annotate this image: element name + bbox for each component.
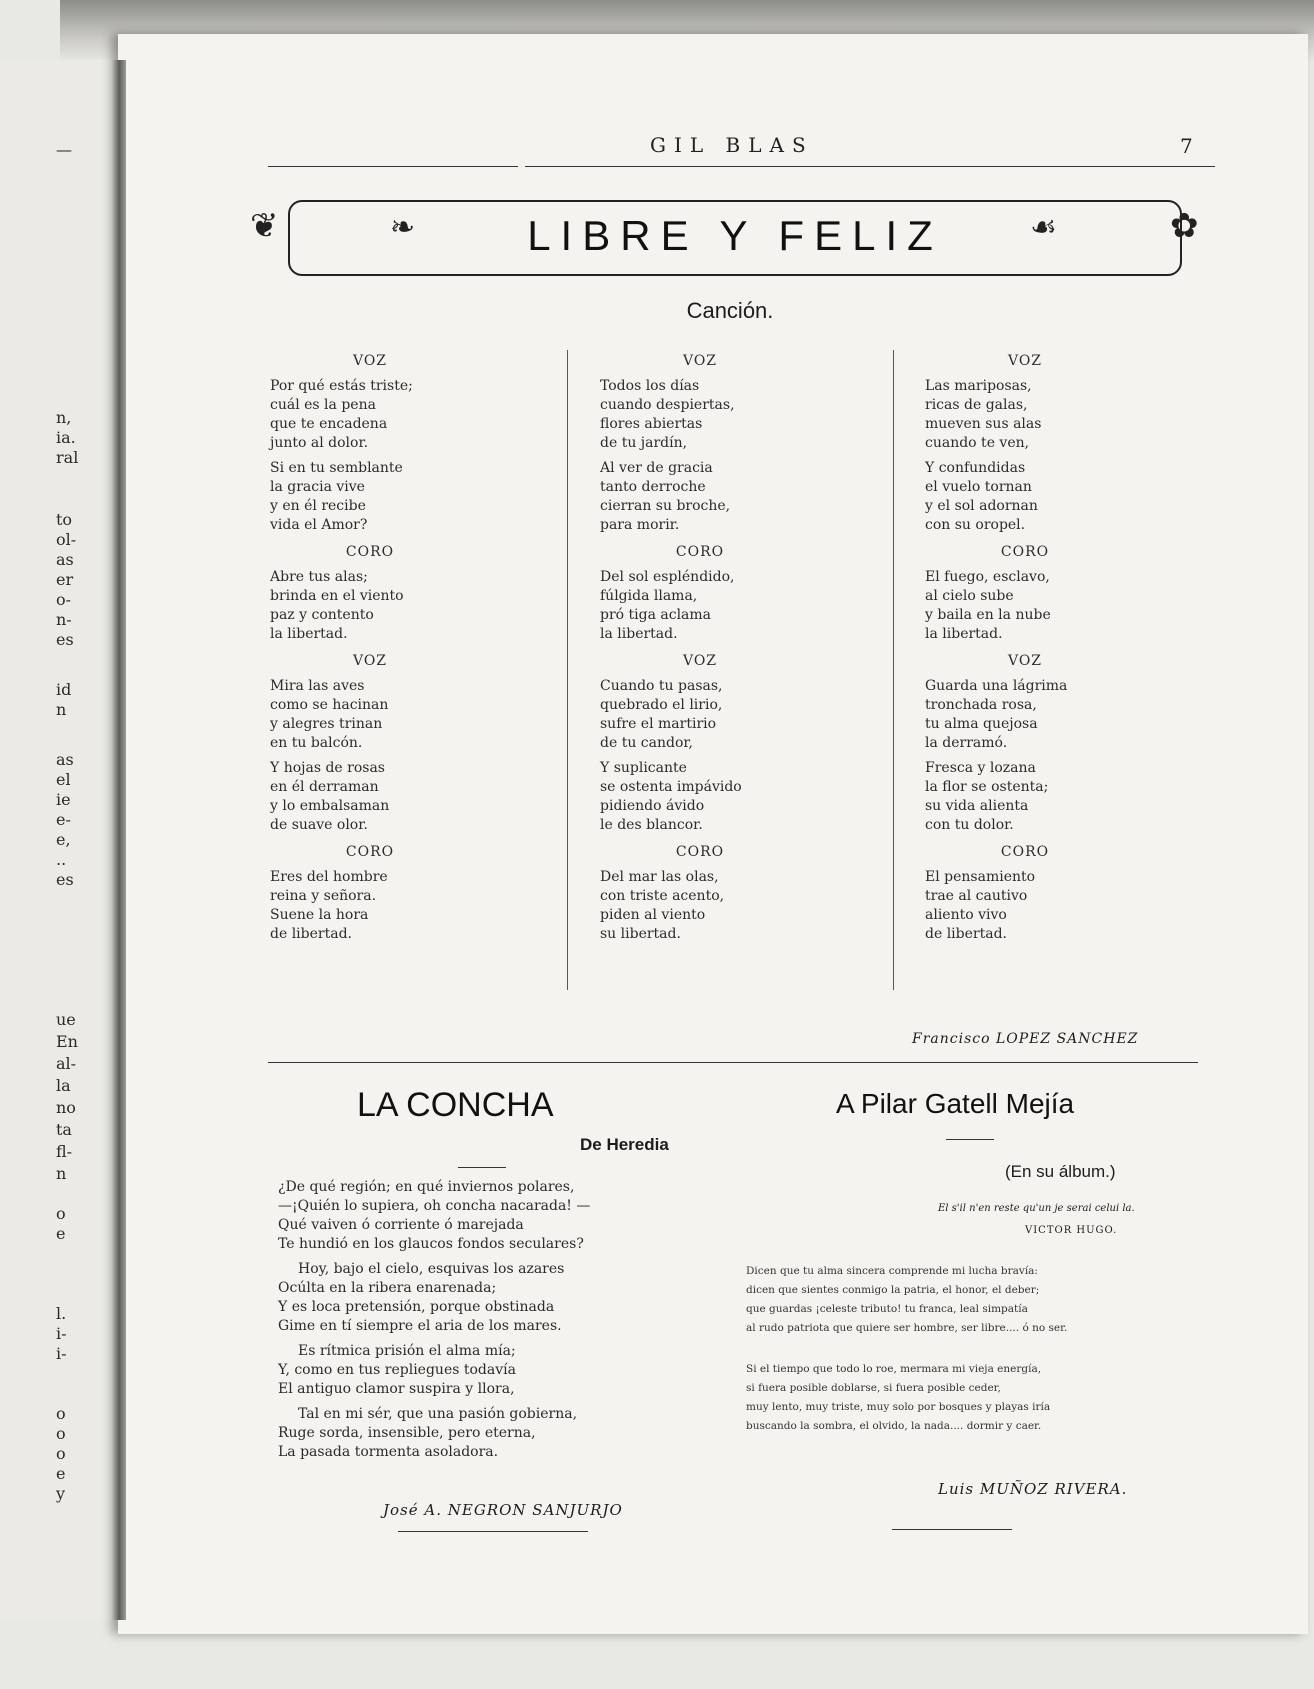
verse-line: pidiendo ávido bbox=[600, 798, 705, 814]
verse-line: La pasada tormenta asoladora. bbox=[278, 1444, 499, 1460]
pilar-epigraph-author: VICTOR HUGO. bbox=[1025, 1225, 1118, 1236]
facing-page-fragment: e bbox=[56, 1224, 66, 1243]
verse-line: su libertad. bbox=[600, 926, 681, 942]
verse-line: Ocúlta en la ribera enarenada; bbox=[278, 1280, 497, 1296]
verse-line: Abre tus alas; bbox=[270, 569, 368, 585]
verse-line: tu alma quejosa bbox=[925, 716, 1038, 732]
verse-line: con triste acento, bbox=[600, 888, 725, 904]
facing-page-fragment: id bbox=[56, 680, 72, 699]
verse-line: Si el tiempo que todo lo roe, mermara mi vieja energía, bbox=[746, 1363, 1042, 1375]
verse-line: y alegres trinan bbox=[270, 716, 383, 732]
song-stanza bbox=[925, 459, 1125, 535]
song-stanza bbox=[600, 459, 800, 535]
verse-line: con su oropel. bbox=[925, 517, 1026, 533]
verse-line: vida el Amor? bbox=[270, 517, 368, 533]
verse-line: Fresca y lozana bbox=[925, 760, 1036, 776]
facing-page-fragment: to bbox=[56, 510, 73, 529]
verse-line: si fuera posible doblarse, si fuera posible ceder, bbox=[746, 1382, 1001, 1394]
verse-line: Eres del hombre bbox=[270, 869, 388, 885]
facing-page-fragment: o bbox=[56, 1404, 66, 1423]
verse-line: se ostenta impávido bbox=[600, 779, 742, 795]
verse-line: el vuelo tornan bbox=[925, 479, 1032, 495]
song-stanza bbox=[600, 377, 800, 453]
verse-line: aliento vivo bbox=[925, 907, 1007, 923]
song-block-label: CORO bbox=[345, 844, 395, 860]
verse-line: Te hundió en los glaucos fondos seculares? bbox=[278, 1236, 584, 1252]
verse-line: al cielo sube bbox=[925, 588, 1014, 604]
verse-line: quebrado el lirio, bbox=[600, 697, 723, 713]
verse-line: de suave olor. bbox=[270, 817, 368, 833]
verse-line: junto al dolor. bbox=[270, 435, 369, 451]
song-column-1 bbox=[270, 344, 470, 950]
facing-page-fragment: as bbox=[56, 550, 74, 569]
verse-line: en él derraman bbox=[270, 779, 379, 795]
facing-page-fragment: i- bbox=[56, 1344, 67, 1363]
facing-page-fragment: er bbox=[56, 570, 74, 589]
facing-page-fragment: n- bbox=[56, 610, 72, 629]
verse-line: cuál es la pena bbox=[270, 397, 376, 413]
facing-page-fragment: y bbox=[56, 1484, 66, 1503]
song-column-3 bbox=[925, 344, 1125, 950]
song-column-2 bbox=[600, 344, 800, 950]
facing-page-fragment: o bbox=[56, 1444, 66, 1463]
song-block-label: VOZ bbox=[1007, 353, 1043, 369]
facing-page-fragment: En bbox=[56, 1032, 78, 1051]
verse-line: para morir. bbox=[600, 517, 680, 533]
facing-page-fragment: o bbox=[56, 1424, 66, 1443]
banner-title: LIBRE Y FELIZ bbox=[527, 212, 943, 259]
flourish-left-icon: ❦ bbox=[250, 206, 279, 246]
verse-line: la flor se ostenta; bbox=[925, 779, 1049, 795]
song-stanza bbox=[270, 868, 470, 944]
verse-line: Mira las aves bbox=[270, 678, 365, 694]
verse-line: la derramó. bbox=[925, 735, 1008, 751]
verse-line: Dicen que tu alma sincera comprende mi lucha bravía: bbox=[746, 1265, 1038, 1277]
facing-page-fragment: ie bbox=[56, 790, 71, 809]
head-rule-right bbox=[525, 166, 1215, 167]
verse-line: ¿De qué región; en qué inviernos polares, bbox=[278, 1179, 575, 1195]
song-block-label: CORO bbox=[345, 544, 395, 560]
facing-page-fragment: .. bbox=[56, 850, 67, 869]
verse-line: cierran su broche, bbox=[600, 498, 731, 514]
song-block-label: VOZ bbox=[682, 653, 718, 669]
facing-page-fragment: el bbox=[56, 770, 71, 789]
facing-page-fragment: — bbox=[56, 140, 72, 159]
song-stanza bbox=[600, 677, 800, 753]
book-gutter bbox=[112, 60, 126, 1620]
song-stanza bbox=[600, 868, 800, 944]
facing-page-fragment: ta bbox=[56, 1120, 72, 1139]
verse-line: El antiguo clamor suspira y llora, bbox=[278, 1381, 515, 1397]
verse-line: Al ver de gracia bbox=[600, 460, 713, 476]
facing-page-fragment: ia. bbox=[56, 428, 76, 447]
verse-line: Hoy, bajo el cielo, esquivas los azares bbox=[298, 1261, 565, 1277]
verse-line: Y, como en tus repliegues todavía bbox=[278, 1362, 516, 1378]
verse-line: brinda en el viento bbox=[270, 588, 404, 604]
song-stanza bbox=[925, 677, 1125, 753]
verse-line: Tal en mi sér, que una pasión gobierna, bbox=[298, 1406, 578, 1422]
facing-page-fragment: o bbox=[56, 1204, 66, 1223]
song-stanza bbox=[925, 868, 1125, 944]
verse-line: cuando te ven, bbox=[925, 435, 1030, 451]
pilar-rule bbox=[946, 1139, 994, 1140]
verse-line: la libertad. bbox=[270, 626, 348, 642]
la-concha-poem bbox=[278, 1178, 698, 1462]
facing-page-fragment: as bbox=[56, 750, 74, 769]
verse-line: su vida alienta bbox=[925, 798, 1029, 814]
verse-line: Guarda una lágrima bbox=[925, 678, 1068, 694]
song-stanza bbox=[270, 568, 470, 644]
verse-line: paz y contento bbox=[270, 607, 374, 623]
verse-line: reina y señora. bbox=[270, 888, 377, 904]
flourish-right-icon: ✿ bbox=[1170, 206, 1199, 246]
facing-page-fragment: n, bbox=[56, 408, 72, 427]
verse-line: y lo embalsaman bbox=[270, 798, 390, 814]
verse-line: que guardas ¡celeste tributo! tu franca, leal simpatía bbox=[746, 1303, 1028, 1315]
la-concha-rule bbox=[458, 1167, 506, 1168]
verse-line: con tu dolor. bbox=[925, 817, 1014, 833]
verse-line: piden al viento bbox=[600, 907, 706, 923]
facing-page-fragment: e- bbox=[56, 810, 71, 829]
verse-line: sufre el martirio bbox=[600, 716, 717, 732]
verse-line: la gracia vive bbox=[270, 479, 365, 495]
running-head-title: GIL BLAS bbox=[650, 133, 814, 157]
facing-page-fragment: ral bbox=[56, 448, 79, 467]
verse-line: de libertad. bbox=[925, 926, 1007, 942]
facing-page-fragment: al- bbox=[56, 1054, 77, 1073]
verse-line: tronchada rosa, bbox=[925, 697, 1037, 713]
verse-line: Ruge sorda, insensible, pero eterna, bbox=[278, 1425, 536, 1441]
song-stanza bbox=[270, 677, 470, 753]
scroll-ornament-right-icon: ☙ bbox=[1030, 210, 1057, 245]
song-stanza bbox=[270, 459, 470, 535]
pilar-poem bbox=[746, 1262, 1186, 1458]
song-block-label: VOZ bbox=[352, 653, 388, 669]
verse-line: ricas de galas, bbox=[925, 397, 1028, 413]
facing-page-fragment: o- bbox=[56, 590, 72, 609]
facing-page-fragment: fl- bbox=[56, 1142, 73, 1161]
facing-page-fragment: ol- bbox=[56, 530, 77, 549]
pilar-subtitle: (En su álbum.) bbox=[1005, 1162, 1116, 1181]
facing-page-fragment: n bbox=[56, 1164, 67, 1183]
verse-line: Y es loca pretensión, porque obstinada bbox=[278, 1299, 555, 1315]
facing-page-fragment: es bbox=[56, 870, 74, 889]
verse-line: pró tiga aclama bbox=[600, 607, 712, 623]
verse-line: Cuando tu pasas, bbox=[600, 678, 723, 694]
pilar-title: A Pilar Gatell Mejía bbox=[836, 1088, 1075, 1119]
head-rule-left bbox=[268, 166, 518, 167]
song-stanza bbox=[925, 759, 1125, 835]
pilar-stanza bbox=[746, 1262, 1186, 1338]
facing-page-fragment: es bbox=[56, 630, 74, 649]
pilar-stanza bbox=[746, 1360, 1186, 1436]
verse-line: Si en tu semblante bbox=[270, 460, 403, 476]
song-signature: Francisco LOPEZ SANCHEZ bbox=[912, 1031, 1139, 1047]
verse-line: mueven sus alas bbox=[925, 416, 1042, 432]
song-stanza bbox=[600, 568, 800, 644]
song-block-label: VOZ bbox=[352, 353, 388, 369]
verse-line: Del mar las olas, bbox=[600, 869, 719, 885]
section-rule bbox=[268, 1062, 1198, 1063]
song-stanza bbox=[925, 568, 1125, 644]
song-stanza bbox=[270, 377, 470, 453]
facing-page-fragment: i- bbox=[56, 1324, 67, 1343]
verse-line: Todos los días bbox=[600, 378, 700, 394]
facing-page-fragment: la bbox=[56, 1076, 71, 1095]
verse-line: le des blancor. bbox=[600, 817, 703, 833]
song-block-label: CORO bbox=[675, 544, 725, 560]
pilar-signature: Luis MUÑOZ RIVERA. bbox=[938, 1480, 1128, 1498]
verse-line: Por qué estás triste; bbox=[270, 378, 413, 394]
song-subtitle: Canción. bbox=[686, 298, 774, 323]
verse-line: El fuego, esclavo, bbox=[925, 569, 1050, 585]
la-concha-title: LA CONCHA bbox=[357, 1086, 554, 1124]
verse-line: que te encadena bbox=[270, 416, 388, 432]
verse-line: de tu jardín, bbox=[600, 435, 688, 451]
la-concha-signature: José A. NEGRON SANJURJO bbox=[383, 1501, 623, 1519]
verse-line: y baila en la nube bbox=[925, 607, 1051, 623]
verse-line: y en él recibe bbox=[270, 498, 366, 514]
verse-line: Qué vaiven ó corriente ó marejada bbox=[278, 1217, 524, 1233]
verse-line: en tu balcón. bbox=[270, 735, 363, 751]
facing-page-fragment: e, bbox=[56, 830, 71, 849]
verse-line: trae al cautivo bbox=[925, 888, 1028, 904]
song-block-label: VOZ bbox=[682, 353, 718, 369]
verse-line: como se hacinan bbox=[270, 697, 389, 713]
page-number: 7 bbox=[1180, 134, 1193, 158]
verse-line: fúlgida llama, bbox=[600, 588, 698, 604]
pilar-epigraph: El s'il n'en reste qu'un je serai celui la. bbox=[938, 1203, 1135, 1214]
facing-page-fragment: l. bbox=[56, 1304, 67, 1323]
pilar-end-rule bbox=[892, 1529, 1012, 1530]
verse-line: cuando despiertas, bbox=[600, 397, 735, 413]
verse-line: la libertad. bbox=[600, 626, 678, 642]
scroll-ornament-left-icon: ❧ bbox=[390, 210, 416, 245]
song-stanza bbox=[925, 377, 1125, 453]
facing-page-fragment: no bbox=[56, 1098, 76, 1117]
song-stanza bbox=[600, 759, 800, 835]
verse-line: de libertad. bbox=[270, 926, 352, 942]
verse-line: tanto derroche bbox=[600, 479, 706, 495]
verse-line: Y confundidas bbox=[925, 460, 1026, 476]
verse-line: Suene la hora bbox=[270, 907, 369, 923]
verse-line: Y suplicante bbox=[600, 760, 687, 776]
facing-page-fragment: n bbox=[56, 700, 67, 719]
column-divider-2 bbox=[893, 350, 894, 990]
verse-line: la libertad. bbox=[925, 626, 1003, 642]
verse-line: flores abiertas bbox=[600, 416, 703, 432]
verse-line: muy lento, muy triste, muy solo por bosques y playas iría bbox=[746, 1401, 1051, 1413]
column-divider-1 bbox=[567, 350, 568, 990]
song-block-label: CORO bbox=[1000, 844, 1050, 860]
verse-line: al rudo patriota que quiere ser hombre, ser libre.... ó no ser. bbox=[746, 1322, 1068, 1334]
song-block-label: CORO bbox=[675, 844, 725, 860]
la-concha-end-rule bbox=[398, 1531, 588, 1532]
facing-page-fragment: e bbox=[56, 1464, 66, 1483]
song-stanza bbox=[270, 759, 470, 835]
verse-line: Es rítmica prisión el alma mía; bbox=[298, 1343, 516, 1359]
verse-line: Del sol espléndido, bbox=[600, 569, 735, 585]
verse-line: Y hojas de rosas bbox=[270, 760, 385, 776]
verse-line: dicen que sientes conmigo la patria, el honor, el deber; bbox=[746, 1284, 1040, 1296]
verse-line: El pensamiento bbox=[925, 869, 1036, 885]
verse-line: y el sol adornan bbox=[925, 498, 1038, 514]
song-block-label: VOZ bbox=[1007, 653, 1043, 669]
verse-line: Gime en tí siempre el aria de los mares. bbox=[278, 1318, 562, 1334]
verse-line: de tu candor, bbox=[600, 735, 693, 751]
verse-line: Las mariposas, bbox=[925, 378, 1032, 394]
verse-line: buscando la sombra, el olvido, la nada.... dormir y caer. bbox=[746, 1420, 1042, 1432]
la-concha-attribution: De Heredia bbox=[580, 1135, 669, 1154]
verse-line: —¡Quién lo supiera, oh concha nacarada! — bbox=[278, 1198, 591, 1214]
song-block-label: CORO bbox=[1000, 544, 1050, 560]
facing-page-fragment: ue bbox=[56, 1010, 76, 1029]
